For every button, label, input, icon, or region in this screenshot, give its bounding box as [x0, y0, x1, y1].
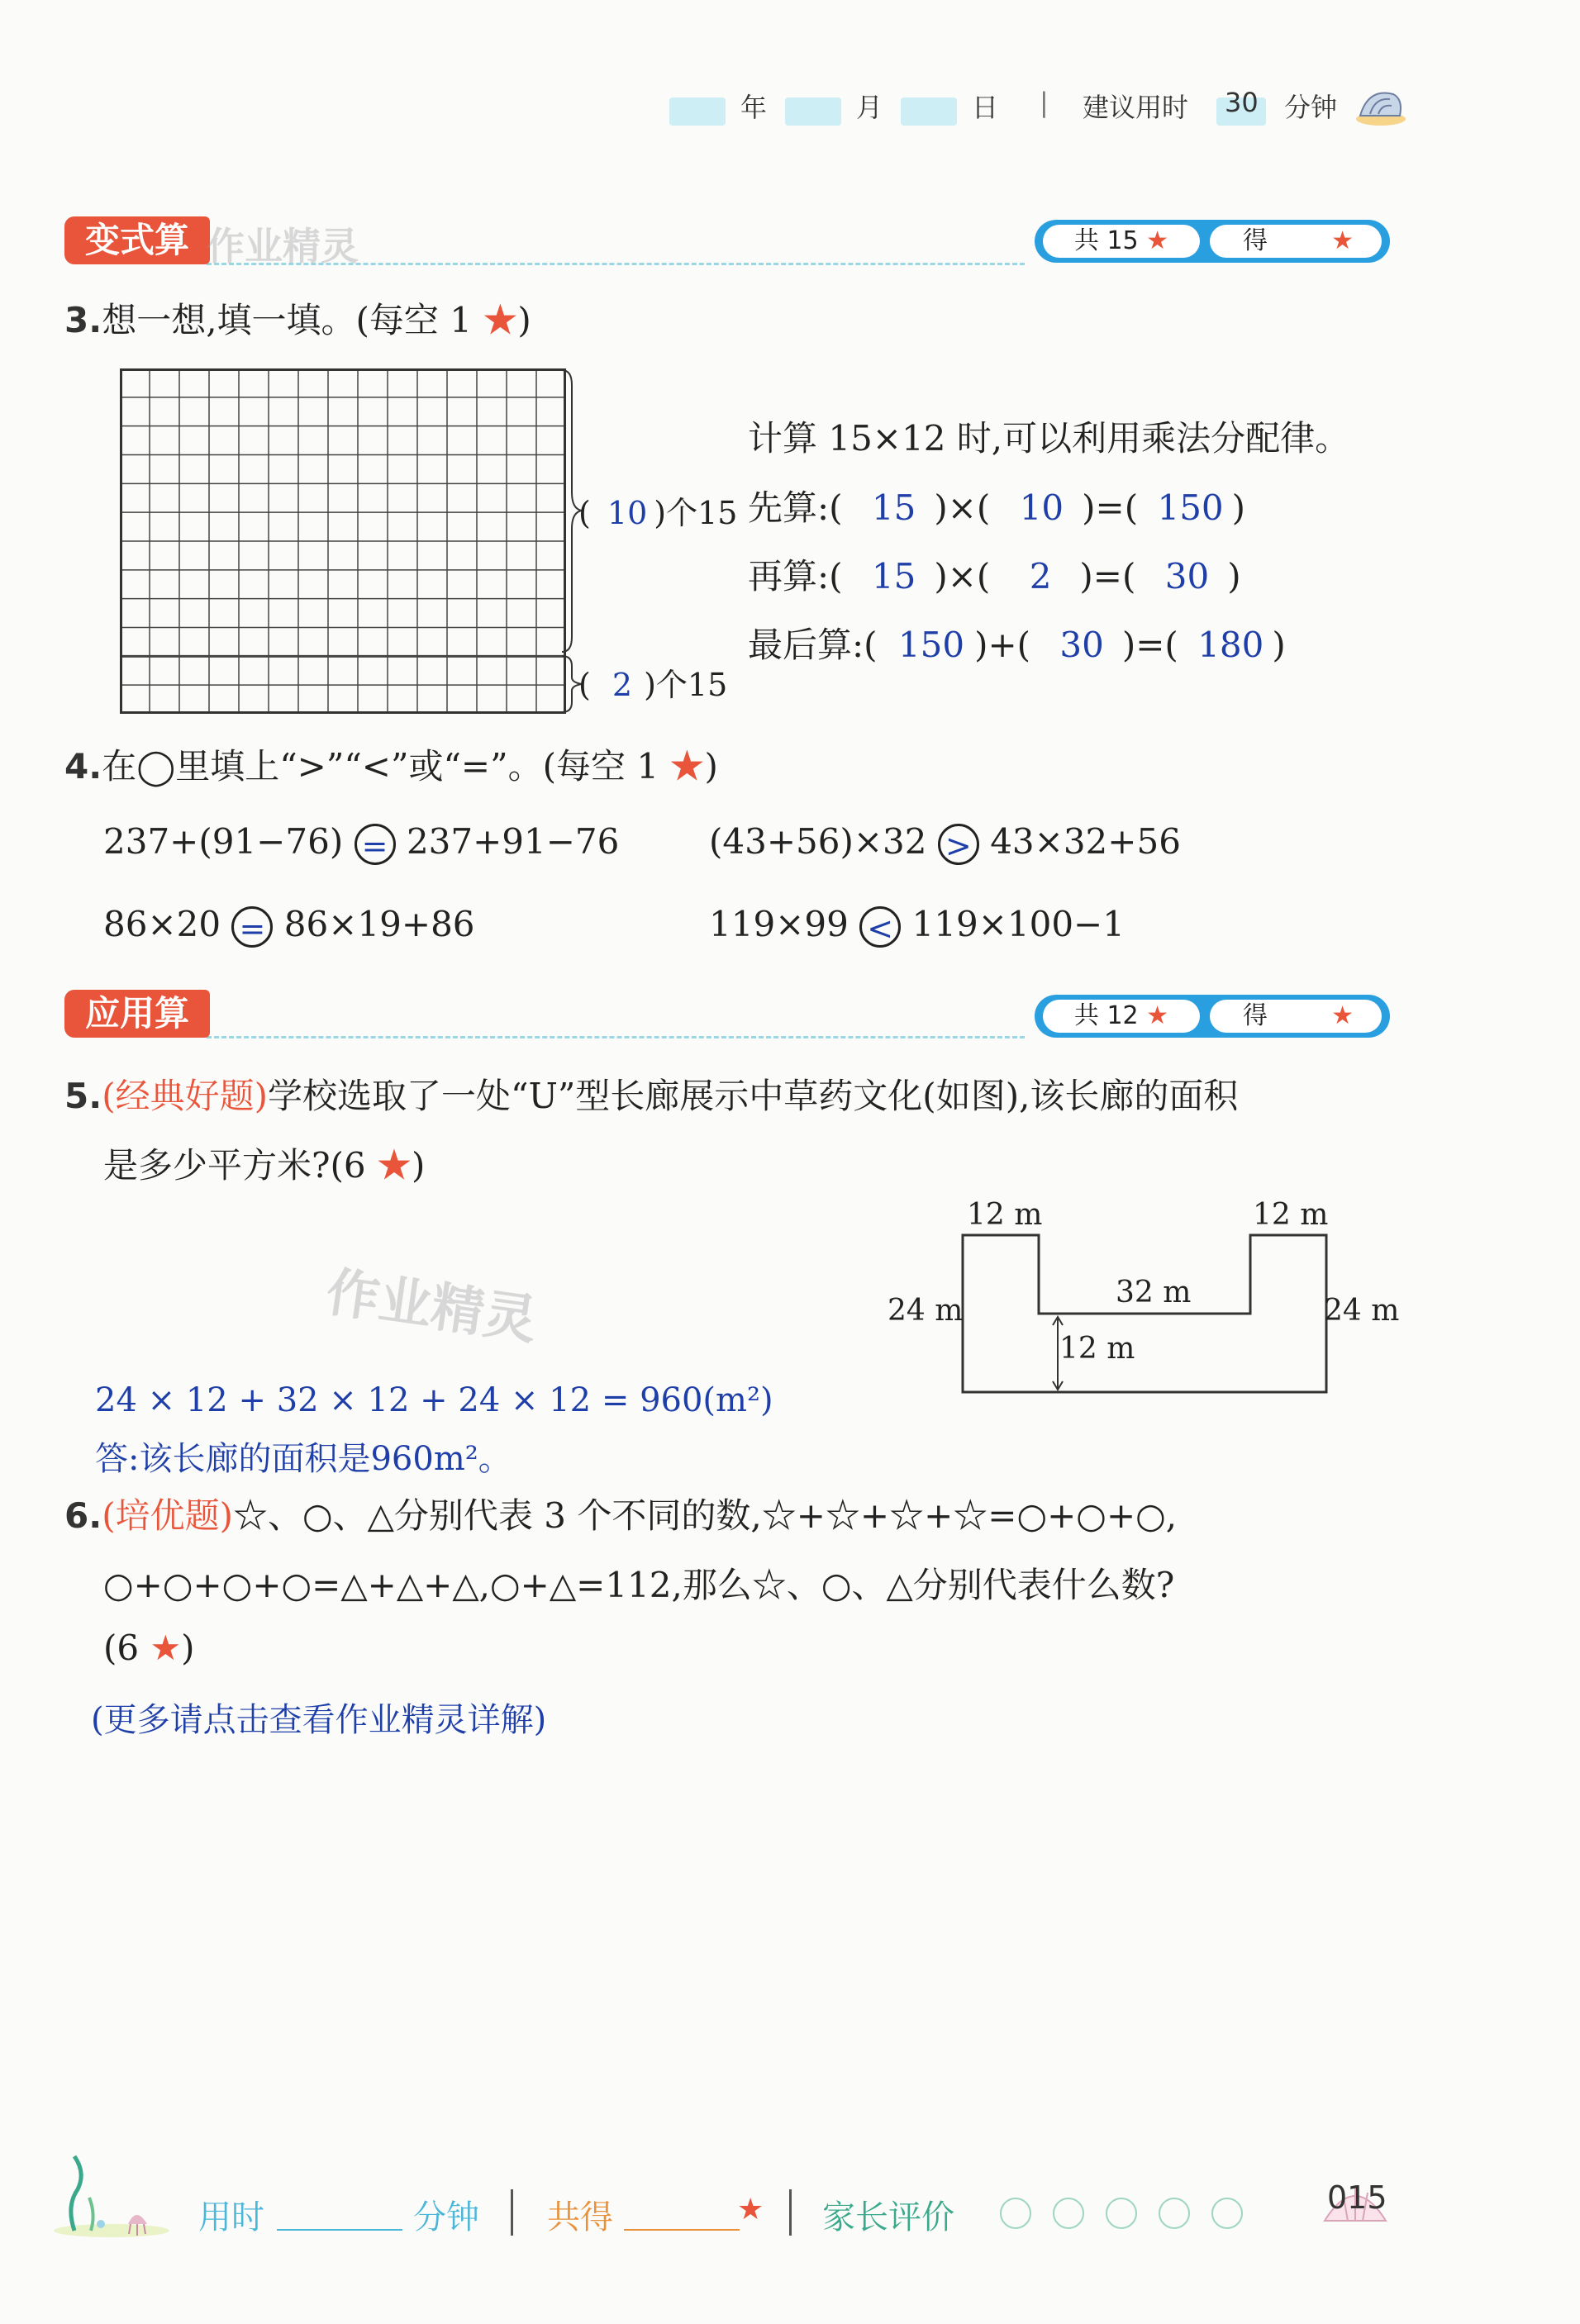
footer-time-unit: 分钟: [413, 2198, 479, 2236]
month-box[interactable]: [785, 97, 841, 126]
footer-parent-label: 家长评价: [822, 2198, 954, 2236]
star-icon: ★: [483, 300, 518, 340]
q6-text-line3: (6 ★): [103, 1628, 195, 1668]
month-label: 月: [856, 92, 883, 123]
section1-tag: 变式算: [64, 216, 210, 264]
q3-line4: 最后算:( 150 )+( 30 )=( 180 ): [748, 625, 1286, 665]
smiley-face-icon[interactable]: [1000, 2198, 1031, 2229]
section1-score-total: 共 15 ★: [1043, 225, 1200, 258]
smiley-face-icon[interactable]: [1159, 2198, 1190, 2229]
q4-prompt: 4.在◯里填上“>”“<”或“=”。(每空 1 ★): [64, 746, 718, 787]
q5-label-inner: 12 m: [1059, 1332, 1135, 1366]
star-icon: ★: [1146, 226, 1169, 255]
q4-item-1: 237+(91−76) = 237+91−76: [103, 821, 620, 864]
q5-u-shape-diagram: [959, 1231, 1330, 1396]
q4-answer-circle[interactable]: =: [355, 824, 396, 865]
q3-brace-top-label: ( 10 )个15: [578, 495, 738, 531]
star-icon: ★: [669, 746, 705, 787]
page-number: 015: [1327, 2179, 1387, 2216]
smiley-face-icon[interactable]: [1211, 2198, 1243, 2229]
watermark-large: 作业精灵: [322, 1262, 541, 1352]
section2-score-total: 共 12 ★: [1043, 1000, 1200, 1033]
section2-tag: 应用算: [64, 990, 210, 1038]
q3-grid: [120, 368, 566, 714]
q5-label-top-right: 12 m: [1253, 1198, 1329, 1232]
shell-icon: [1352, 83, 1410, 129]
star-icon: ★: [1331, 1001, 1354, 1030]
section2-divider: [207, 1036, 1025, 1038]
q6-more-link[interactable]: (更多请点击查看作业精灵详解): [91, 1701, 547, 1739]
star-icon: ★: [1146, 1001, 1169, 1030]
footer-time-label: 用时: [198, 2198, 264, 2236]
q5-answer-line1: 24 × 12 + 32 × 12 + 24 × 12 = 960(m²): [95, 1381, 773, 1419]
q3-line2: 先算:( 15 )×( 10 )=( 150 ): [748, 487, 1246, 528]
q4-item-3: 86×20 = 86×19+86: [103, 904, 475, 947]
section1-score-got[interactable]: 得 ★: [1210, 225, 1382, 258]
q4-answer-circle[interactable]: <: [859, 906, 901, 948]
footer-score-label: 共得: [547, 2198, 613, 2236]
day-box[interactable]: [901, 97, 957, 126]
q3-prompt: 3.想一想,填一填。(每空 1 ★): [64, 300, 531, 340]
q4-answer-circle[interactable]: >: [938, 824, 979, 865]
q4-answer-circle[interactable]: =: [231, 906, 273, 948]
suggested-time-unit: 分钟: [1284, 92, 1338, 123]
star-icon: ★: [150, 1628, 182, 1668]
seaweed-decoration-icon: [50, 2148, 174, 2239]
footer-time-blank[interactable]: [277, 2229, 402, 2231]
q5-label-top-left: 12 m: [967, 1198, 1043, 1232]
footer-divider-2: [789, 2189, 792, 2236]
q5-text-line1: 5.(经典好题)学校选取了一处“U”型长廊展示中草药文化(如图),该长廊的面积: [64, 1076, 1239, 1116]
footer-score-blank[interactable]: [624, 2229, 740, 2231]
year-label: 年: [740, 92, 768, 123]
section1-score-bar: [1035, 220, 1390, 263]
watermark-small: 作业精灵: [207, 224, 359, 269]
q5-label-left: 24 m: [888, 1294, 964, 1328]
q3-line1: 计算 15×12 时,可以利用乘法分配律。: [748, 418, 1350, 459]
q5-label-right: 24 m: [1324, 1294, 1400, 1328]
suggested-time-value: 30: [1225, 87, 1259, 118]
q4-item-4: 119×99 < 119×100−1: [709, 904, 1125, 947]
star-icon: ★: [377, 1145, 412, 1186]
q3-brace-bottom-label: ( 2 )个15: [578, 667, 728, 703]
q5-text-line2: 是多少平方米?(6 ★): [103, 1145, 426, 1186]
q3-line3: 再算:( 15 )×( 2 )=( 30 ): [748, 556, 1241, 596]
smiley-face-icon[interactable]: [1106, 2198, 1137, 2229]
star-icon: ★: [1331, 226, 1354, 255]
day-label: 日: [972, 92, 999, 123]
smiley-face-icon[interactable]: [1053, 2198, 1084, 2229]
star-icon: ★: [737, 2193, 764, 2227]
q5-label-middle: 32 m: [1116, 1276, 1192, 1309]
q6-text-line2: ○+○+○+○=△+△+△,○+△=112,那么☆、○、△分别代表什么数?: [103, 1565, 1175, 1605]
year-box[interactable]: [669, 97, 726, 126]
section2-score-bar: [1035, 995, 1390, 1038]
q4-item-2: (43+56)×32 > 43×32+56: [709, 821, 1181, 864]
section2-score-got[interactable]: 得 ★: [1210, 1000, 1382, 1033]
q6-text-line1: 6.(培优题)☆、○、△分别代表 3 个不同的数,☆+☆+☆+☆=○+○+○,: [64, 1495, 1178, 1536]
suggested-time-label: 建议用时: [1083, 92, 1189, 123]
footer-divider-1: [511, 2189, 513, 2236]
header-separator: |: [1040, 87, 1049, 118]
q5-answer-line2: 答:该长廊的面积是960m²。: [95, 1440, 512, 1478]
